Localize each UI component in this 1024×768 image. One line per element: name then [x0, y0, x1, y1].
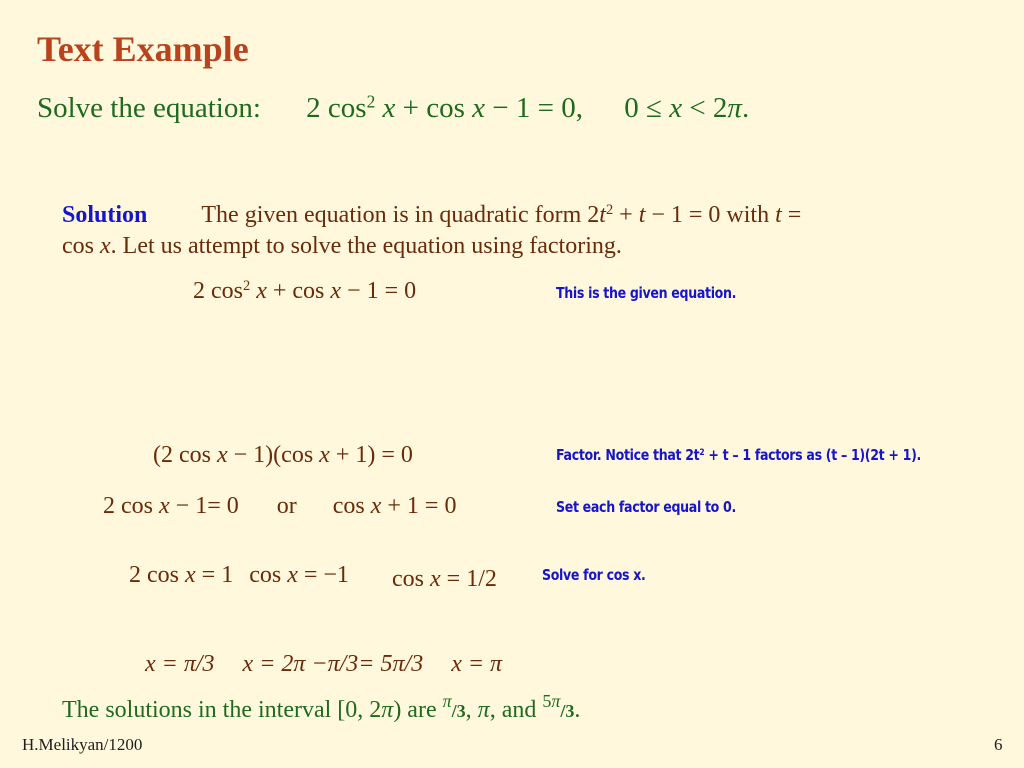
eq-var: x — [430, 566, 441, 592]
step-4-equation — [129, 562, 349, 589]
eq-part: + 1) = 0 — [329, 442, 413, 468]
eq-var: x — [287, 562, 298, 588]
note-part: + t – 1 factors as (t – 1)(2t + 1). — [704, 446, 921, 464]
eq-part: 2 cos — [103, 493, 159, 519]
eq-part: 0 ≤ — [624, 92, 670, 124]
frac-denominator: /3 — [560, 701, 575, 721]
solution-text: = — [781, 202, 802, 228]
eq-var: x — [242, 651, 254, 677]
frac-numerator: π — [551, 691, 561, 712]
solution-line-1 — [62, 202, 801, 229]
step-4-equation-b — [392, 566, 497, 593]
eq-var: x — [669, 92, 683, 124]
solution-var: x — [100, 233, 111, 259]
eq-part: . — [741, 92, 750, 124]
eq-part: 2 cos — [306, 92, 367, 124]
conclusion-text: . — [574, 697, 581, 723]
eq-part: − 1= 0 — [169, 493, 239, 519]
conclusion-text: The solutions in the interval [0, 2 — [62, 697, 382, 723]
eq-var: x — [145, 651, 156, 677]
step-1-equation — [193, 278, 416, 305]
footer-author: H.Melikyan/1200 — [22, 735, 143, 754]
eq-part: 2 cos — [193, 278, 243, 304]
eq-or: or — [276, 493, 297, 519]
eq-var: x — [472, 92, 486, 124]
frac-numerator: π — [442, 691, 452, 712]
eq-var: x — [319, 442, 330, 468]
frac-denominator: /3 — [451, 701, 466, 721]
solution-label: Solution — [62, 202, 148, 228]
footer-page-number: 6 — [994, 735, 1003, 754]
eq-part: + cos — [395, 92, 473, 124]
eq-var: x — [451, 651, 462, 677]
solution-text: The given equation is in quadratic form 2 — [201, 202, 600, 228]
conclusion-text: ) are — [393, 697, 443, 723]
step-2-note — [556, 446, 921, 464]
note-part: Factor. Notice that 2t — [556, 446, 700, 464]
step-2-equation — [153, 442, 413, 469]
eq-part: − 1 = 0, — [485, 92, 584, 124]
eq-part: cos — [332, 493, 371, 519]
eq-part: (2 cos — [153, 442, 217, 468]
solution-exponent: 2 — [605, 202, 614, 219]
solution-var: t — [775, 202, 782, 228]
eq-var: x — [330, 278, 342, 304]
solution-text: cos — [62, 233, 100, 259]
solution-text: − 1 = 0 with — [645, 202, 776, 228]
solution-line-2 — [62, 233, 622, 260]
eq-part: = 1/2 — [440, 566, 497, 592]
eq-part: = −1 — [297, 562, 349, 588]
eq-var: x — [216, 442, 228, 468]
eq-part: + cos — [266, 278, 331, 304]
conclusion-text: , — [465, 697, 478, 723]
eq-pi: π — [727, 92, 742, 124]
conclusion-pi: π — [381, 697, 394, 723]
problem-statement — [37, 92, 749, 125]
solution-text: . Let us attempt to solve the equation using factoring. — [110, 233, 622, 259]
eq-part: < 2 — [682, 92, 728, 124]
eq-exponent: 2 — [366, 91, 376, 112]
slide-title: Text Example — [37, 29, 249, 69]
eq-part: 2 cos — [129, 562, 185, 588]
solution-text: + — [613, 202, 639, 228]
eq-part: = 2π −π/3= 5π/3 — [253, 651, 424, 677]
step-1-note: This is the given equation. — [556, 284, 737, 302]
step-5-solutions — [145, 651, 502, 678]
eq-part: = π/3 — [155, 651, 215, 677]
eq-var: x — [375, 92, 396, 124]
step-3-equation — [103, 493, 456, 520]
eq-part: cos — [392, 566, 430, 592]
eq-part: + 1 = 0 — [381, 493, 457, 519]
eq-var: x — [159, 493, 170, 519]
conclusion — [62, 691, 581, 724]
eq-part: − 1)(cos — [227, 442, 320, 468]
solution-var: t — [599, 202, 606, 228]
eq-var: x — [250, 278, 267, 304]
eq-part: = 1 — [195, 562, 234, 588]
solution-var: t — [638, 202, 646, 228]
problem-equation — [306, 92, 749, 124]
note-exponent: 2 — [699, 448, 705, 459]
step-3-note: Set each factor equal to 0. — [556, 498, 736, 516]
frac-prefix: 5 — [542, 691, 552, 712]
eq-part: − 1 = 0 — [341, 278, 417, 304]
eq-var: x — [185, 562, 196, 588]
eq-part: cos — [249, 562, 288, 588]
eq-part: = π — [461, 651, 503, 677]
eq-exponent: 2 — [243, 278, 251, 295]
eq-var: x — [370, 493, 382, 519]
conclusion-text: , and — [489, 697, 543, 723]
step-4-note: Solve for cos x. — [542, 566, 646, 584]
conclusion-pi: π — [477, 697, 490, 723]
problem-prefix: Solve the equation: — [37, 92, 261, 124]
